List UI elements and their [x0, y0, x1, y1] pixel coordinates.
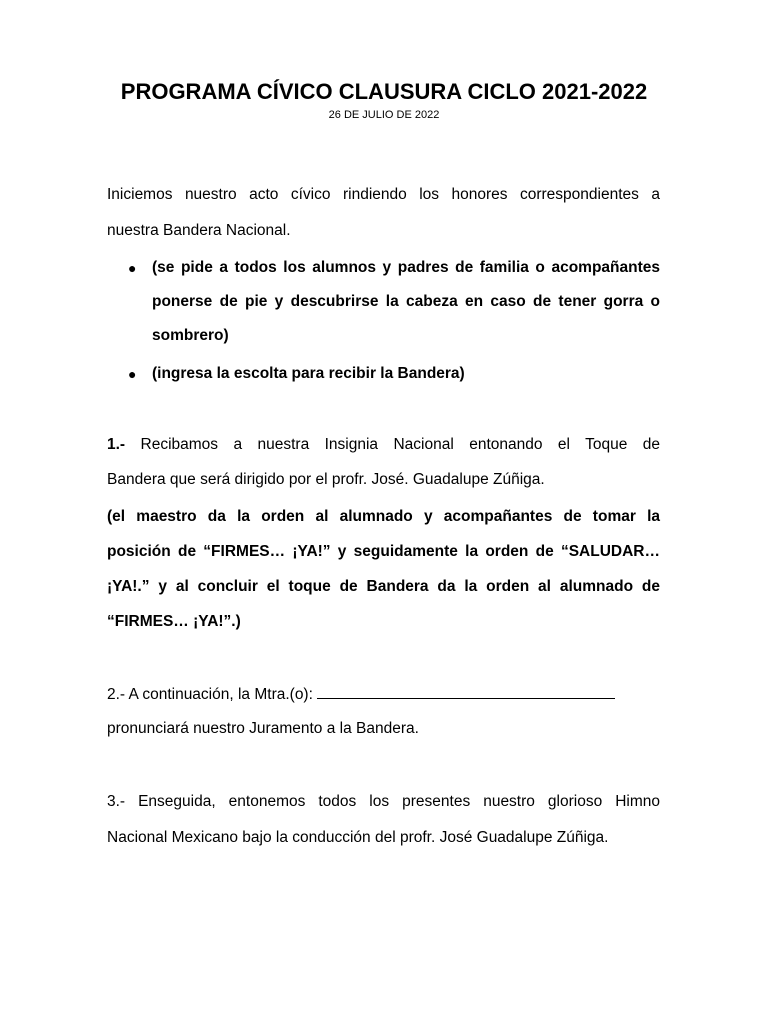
bullet-marker-1: ●	[128, 260, 137, 276]
item-1-note-line-4: “FIRMES… ¡YA!”.)	[107, 613, 241, 630]
bullet-2: (ingresa la escolta para recibir la Bandera)	[152, 365, 465, 382]
bullet-1-line-1: (se pide a todos los alumnos y padres de familia o acompañantes	[152, 259, 660, 276]
name-blank-line	[317, 684, 615, 699]
item-3-line-1: 3.- Enseguida, entonemos todos los presentes nuestro glorioso Himno	[107, 793, 660, 810]
intro-line-2: nuestra Bandera Nacional.	[107, 222, 291, 239]
item-3-line-2: Nacional Mexicano bajo la conducción del profr. José Guadalupe Zúñiga.	[107, 829, 609, 846]
intro-line-1: Iniciemos nuestro acto cívico rindiendo los honores correspondientes a	[107, 186, 660, 203]
item-1-note-line-3: ¡YA!.” y al concluir el toque de Bandera da la orden al alumnado de	[107, 578, 660, 595]
bullet-marker-2: ●	[128, 366, 137, 382]
bullet-1-line-2: ponerse de pie y descubrirse la cabeza en caso de tener gorra o	[152, 293, 660, 310]
item-1-note-line-1: (el maestro da la orden al alumnado y acompañantes de tomar la	[107, 508, 660, 525]
item-1-line-2: Bandera que será dirigido por el profr. José. Guadalupe Zúñiga.	[107, 471, 545, 488]
item-1-line-1-text: Recibamos a nuestra Insignia Nacional entonando el Toque de	[125, 436, 660, 453]
bullet-1-line-3: sombrero)	[152, 327, 229, 344]
item-1-line-1	[107, 435, 660, 455]
item-2-line-2: pronunciará nuestro Juramento a la Bandera.	[107, 720, 419, 737]
item-1-number: 1.-	[107, 436, 126, 453]
document-date: 26 DE JULIO DE 2022	[328, 109, 440, 121]
document-title: PROGRAMA CÍVICO CLAUSURA CICLO 2021-2022	[120, 79, 648, 104]
item-2-line-1-text: 2.- A continuación, la Mtra.(o):	[107, 686, 313, 703]
item-2-line-1	[107, 684, 615, 705]
item-1-note-line-2: posición de “FIRMES… ¡YA!” y seguidamente la orden de “SALUDAR…	[107, 543, 660, 560]
